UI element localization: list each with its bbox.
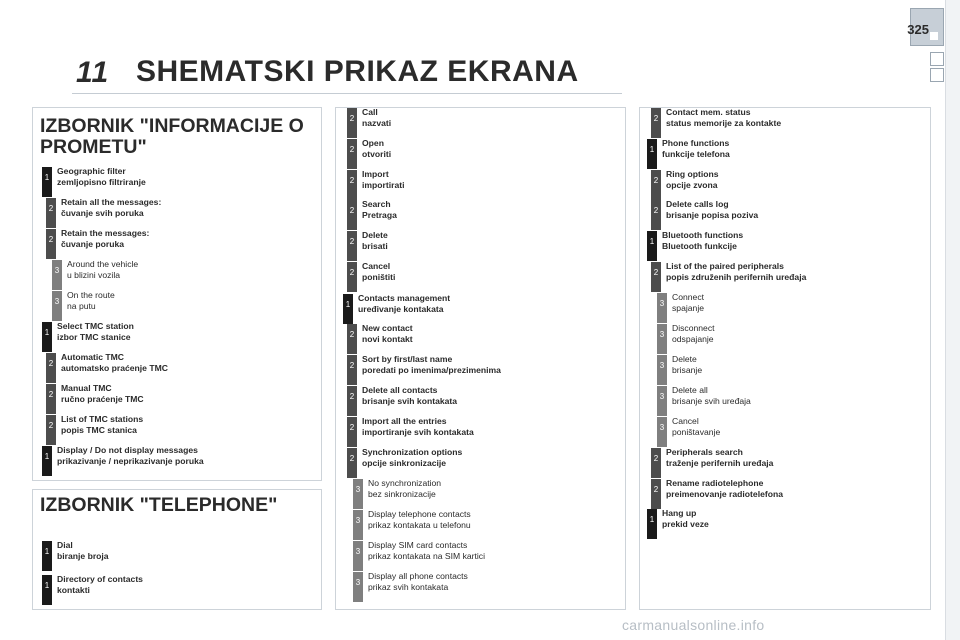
item-label-en: Dial [57,540,73,550]
item-label-hr: importiranje svih kontakata [362,426,474,437]
item-label-en: Rename radiotelephone [666,478,764,488]
item-label-en: Display / Do not display messages [57,445,198,455]
item-label-en: Delete all [672,385,708,395]
item-label [67,290,115,311]
item-label [57,445,204,466]
item-label-en: List of the paired peripherals [666,261,784,271]
item-label-hr: odspajanje [672,333,714,344]
level-badge: 1 [647,139,657,169]
side-strip [945,0,960,640]
level-badge: 2 [347,170,357,200]
item-label-en: Delete [362,230,388,240]
item-label [57,166,146,187]
item-label [362,261,395,282]
level-badge: 2 [46,198,56,228]
item-label [666,261,806,282]
item-label-en: Open [362,138,384,148]
item-label-hr: brisanje svih uređaja [672,395,751,406]
level-badge: 3 [52,291,62,321]
item-label [672,323,715,344]
item-label-hr: izbor TMC stanice [57,331,131,342]
item-label-en: Delete all contacts [362,385,438,395]
level-badge: 3 [52,260,62,290]
item-label [368,571,468,592]
item-label-en: Automatic TMC [61,352,125,362]
level-badge: 1 [42,446,52,476]
menu-info-heading-line1: IZBORNIK "INFORMACIJE O [40,115,304,137]
item-label-en: Disconnect [672,323,715,333]
level-badge: 3 [353,479,363,509]
item-label-hr: Bluetooth funkcije [662,240,737,251]
item-label-en: Contact mem. status [666,107,751,117]
level-badge: 2 [347,386,357,416]
item-label-en: Bluetooth functions [662,230,744,240]
item-label-en: Display all phone contacts [368,571,468,581]
item-label-hr: opcije zvona [666,179,718,190]
level-badge: 2 [46,415,56,445]
chapter-title: SHEMATSKI PRIKAZ EKRANA [136,55,579,88]
item-label-hr: poništavanje [672,426,721,437]
item-label [61,228,149,249]
item-label-en: Display SIM card contacts [368,540,468,550]
item-label [362,199,397,220]
level-badge: 1 [42,167,52,197]
level-badge: 2 [347,417,357,447]
item-label [57,321,134,342]
item-label [67,259,138,280]
level-badge: 2 [347,231,357,261]
item-label-en: Peripherals search [666,447,743,457]
watermark-text: carmanualsonline.info [622,617,765,633]
item-label [666,447,773,468]
item-label-hr: automatsko praćenje TMC [61,362,168,373]
item-label [662,230,743,251]
level-badge: 2 [651,200,661,230]
side-marker-box [930,52,944,66]
item-label-en: Directory of contacts [57,574,143,584]
item-label-en: Import [362,169,389,179]
item-label-hr: importirati [362,179,405,190]
item-label-hr: kontakti [57,584,90,595]
item-label-hr: čuvanje svih poruka [61,207,144,218]
level-badge: 3 [353,572,363,602]
item-label-en: Search [362,199,391,209]
item-label [672,292,704,313]
item-label-en: Contacts management [358,293,451,303]
item-label-hr: uređivanje kontakata [358,303,444,314]
item-label-hr: preimenovanje radiotelefona [666,488,784,499]
item-label-hr: ručno praćenje TMC [61,393,144,404]
item-label-hr: spajanje [672,302,705,313]
item-label-hr: status memorije za kontakte [666,117,782,128]
level-badge: 3 [657,293,667,323]
item-label-en: Synchronization options [362,447,463,457]
item-label [362,107,391,128]
title-divider [72,93,622,94]
level-badge: 3 [657,386,667,416]
level-badge: 2 [347,139,357,169]
item-label-en: Cancel [362,261,391,271]
item-label [672,385,751,406]
item-label-hr: biranje broja [57,550,109,561]
item-label-hr: u blizini vozila [67,269,121,280]
item-label [666,107,781,128]
item-label [61,414,143,435]
item-label-hr: prikaz kontakata na SIM kartici [368,550,486,561]
item-label [57,574,143,595]
level-badge: 2 [347,324,357,354]
item-label-en: Select TMC station [57,321,134,331]
item-label-hr: funkcije telefona [662,148,730,159]
level-badge: 3 [353,541,363,571]
item-label-hr: poništiti [362,271,396,282]
item-label-hr: prikaz svih kontakata [368,581,449,592]
item-label [662,138,730,159]
level-badge: 2 [651,170,661,200]
item-label-en: Display telephone contacts [368,509,471,519]
item-label-en: No synchronization [368,478,442,488]
item-label-en: On the route [67,290,115,300]
item-label [666,169,719,190]
level-badge: 1 [42,322,52,352]
item-label [662,508,709,529]
item-label-en: Ring options [666,169,719,179]
level-badge: 2 [651,262,661,292]
level-badge: 2 [651,479,661,509]
item-label-en: Around the vehicle [67,259,139,269]
chapter-number: 11 [76,56,110,89]
menu-info-heading [40,116,304,158]
item-label-en: Cancel [672,416,699,426]
item-label-en: Geographic filter [57,166,126,176]
item-label [368,509,471,530]
level-badge: 2 [347,262,357,292]
level-badge: 3 [657,417,667,447]
page-number: 325 [907,22,929,37]
item-label-en: Delete [672,354,697,364]
item-label-hr: čuvanje poruka [61,238,125,249]
item-label-hr: na putu [67,300,96,311]
item-label [368,478,441,499]
item-label [362,354,501,375]
item-label [362,416,474,437]
item-label-en: Hang up [662,508,697,518]
level-badge: 2 [347,108,357,138]
item-label-en: Call [362,107,378,117]
item-label [672,416,720,437]
item-label [672,354,702,375]
level-badge: 2 [651,108,661,138]
level-badge: 2 [46,229,56,259]
item-label [666,478,783,499]
menu-info-heading-line2: PROMETU" [40,136,147,158]
item-label [362,385,457,406]
item-label-hr: nazvati [362,117,392,128]
item-label-en: Manual TMC [61,383,112,393]
item-label-hr: poredati po imenima/prezimenima [362,364,501,375]
item-label-en: Sort by first/last name [362,354,453,364]
level-badge: 1 [42,575,52,605]
item-label-hr: traženje perifernih uređaja [666,457,774,468]
item-label-en: Phone functions [662,138,730,148]
item-label-hr: prikazivanje / neprikazivanje poruka [57,455,204,466]
level-badge: 3 [353,510,363,540]
level-badge: 1 [343,294,353,324]
item-label [61,383,144,404]
item-label [362,323,413,344]
level-badge: 2 [347,355,357,385]
item-label-hr: otvoriti [362,148,392,159]
level-badge: 1 [42,541,52,571]
item-label-hr: brisati [362,240,388,251]
level-badge: 2 [46,353,56,383]
level-badge: 3 [657,355,667,385]
item-label [666,199,758,220]
item-label [362,447,462,468]
item-label-hr: zemljopisno filtriranje [57,176,146,187]
item-label [362,138,391,159]
item-label [61,352,168,373]
item-label-hr: Pretraga [362,209,397,220]
item-label [61,197,161,218]
item-label-en: Import all the entries [362,416,447,426]
item-label-hr: brisanje [672,364,703,375]
item-label-en: Connect [672,292,705,302]
level-badge: 2 [651,448,661,478]
level-badge: 2 [347,448,357,478]
menu-telephone-heading: IZBORNIK "TELEPHONE" [40,494,278,516]
level-badge: 1 [647,231,657,261]
side-marker-box [930,68,944,82]
item-label-hr: novi kontakt [362,333,413,344]
level-badge: 3 [657,324,667,354]
level-badge: 2 [347,200,357,230]
item-label-hr: brisanje popisa poziva [666,209,759,220]
item-label-hr: brisanje svih kontakata [362,395,458,406]
item-label-hr: bez sinkronizacije [368,488,436,499]
item-label-hr: opcije sinkronizacije [362,457,447,468]
item-label [362,230,388,251]
item-label [368,540,485,561]
item-label-en: Delete calls log [666,199,729,209]
item-label-en: Retain the messages: [61,228,150,238]
item-label-en: List of TMC stations [61,414,144,424]
item-label-en: Retain all the messages: [61,197,162,207]
item-label-hr: prekid veze [662,518,709,529]
item-label-hr: popis TMC stanica [61,424,137,435]
level-badge: 1 [647,509,657,539]
item-label [362,169,405,190]
item-label [358,293,450,314]
item-label-hr: popis združenih perifernih uređaja [666,271,807,282]
item-label-en: New contact [362,323,413,333]
item-label-hr: prikaz kontakata u telefonu [368,519,471,530]
level-badge: 2 [46,384,56,414]
item-label [57,540,109,561]
